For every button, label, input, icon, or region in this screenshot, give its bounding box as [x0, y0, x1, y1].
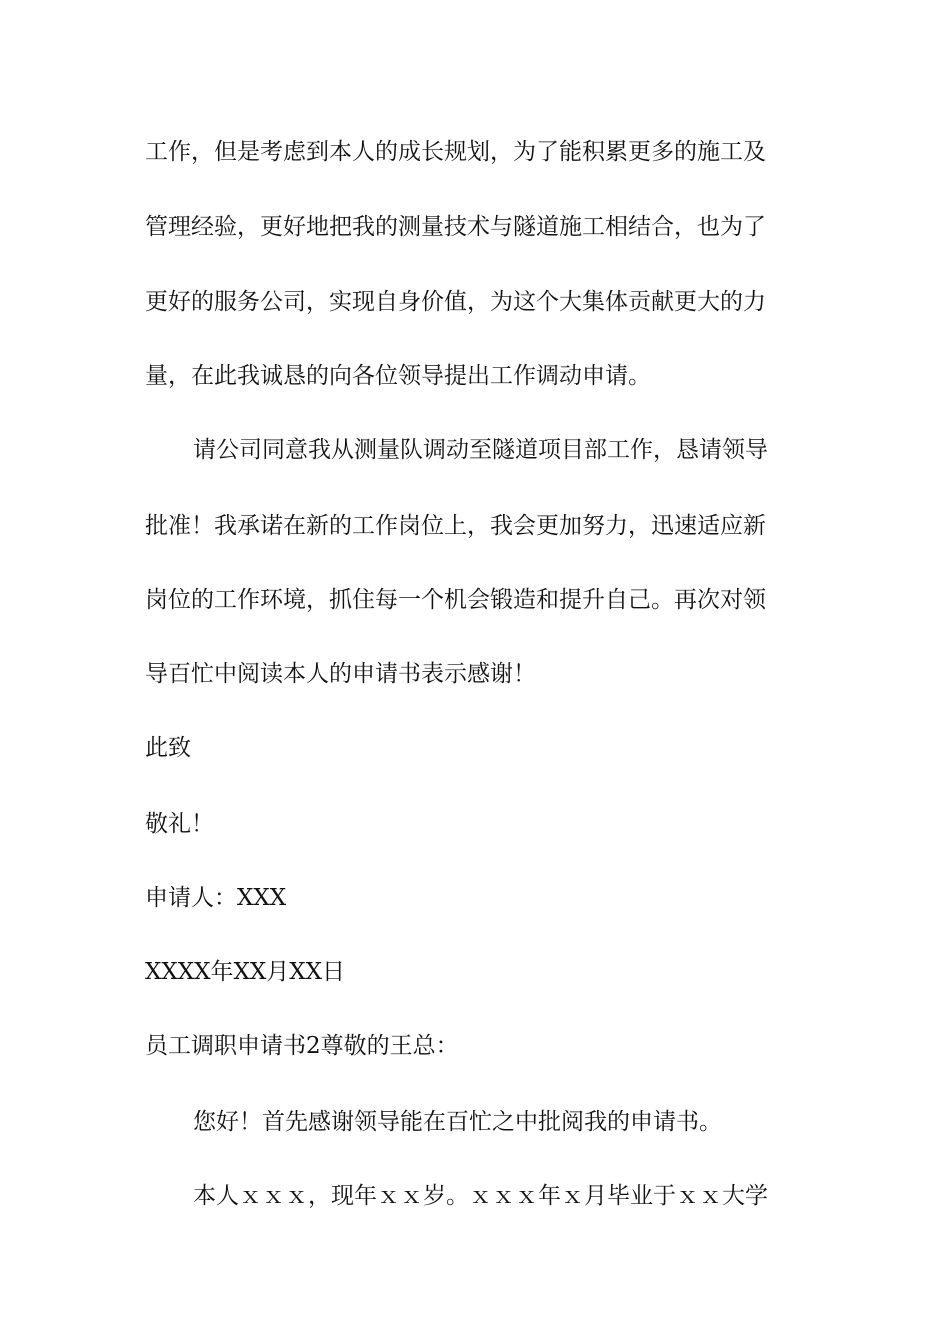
body-text-line: 岗位的工作环境，抓住每一个机会锻造和提升自己。再次对领: [145, 587, 766, 613]
greeting-line: 您好！首先感谢领导能在百忙之中批阅我的申请书。: [193, 1109, 722, 1135]
body-text-line: 批准！我承诺在新的工作岗位上，我会更加努力，迅速适应新: [145, 513, 766, 539]
body-text-line: 工作，但是考虑到本人的成长规划，为了能积累更多的施工及: [145, 139, 766, 165]
closing-regards: 敬礼！: [145, 811, 214, 837]
body-text-line: 管理经验，更好地把我的测量技术与隧道施工相结合，也为了: [145, 214, 766, 240]
body-text-line: 更好的服务公司，实现自身价值，为这个大集体贡献更大的力: [145, 289, 766, 315]
paragraph-first-line: 请公司同意我从测量队调动至隧道项目部工作，恳请领导: [193, 437, 768, 463]
body-text-line: 导百忙中阅读本人的申请书表示感谢！: [145, 661, 536, 687]
body-text-line: 量，在此我诚恳的向各位领导提出工作调动申请。: [145, 363, 651, 389]
paragraph-first-line: 本人ｘｘｘ，现年ｘｘ岁。ｘｘｘ年ｘ月毕业于ｘｘ大学: [193, 1183, 768, 1209]
applicant-signature: 申请人：XXX: [145, 885, 287, 911]
application-date: XXXX年XX月XX日: [145, 959, 345, 985]
closing-salutation: 此致: [145, 735, 191, 761]
section-heading: 员工调职申请书2尊敬的王总：: [145, 1033, 459, 1059]
